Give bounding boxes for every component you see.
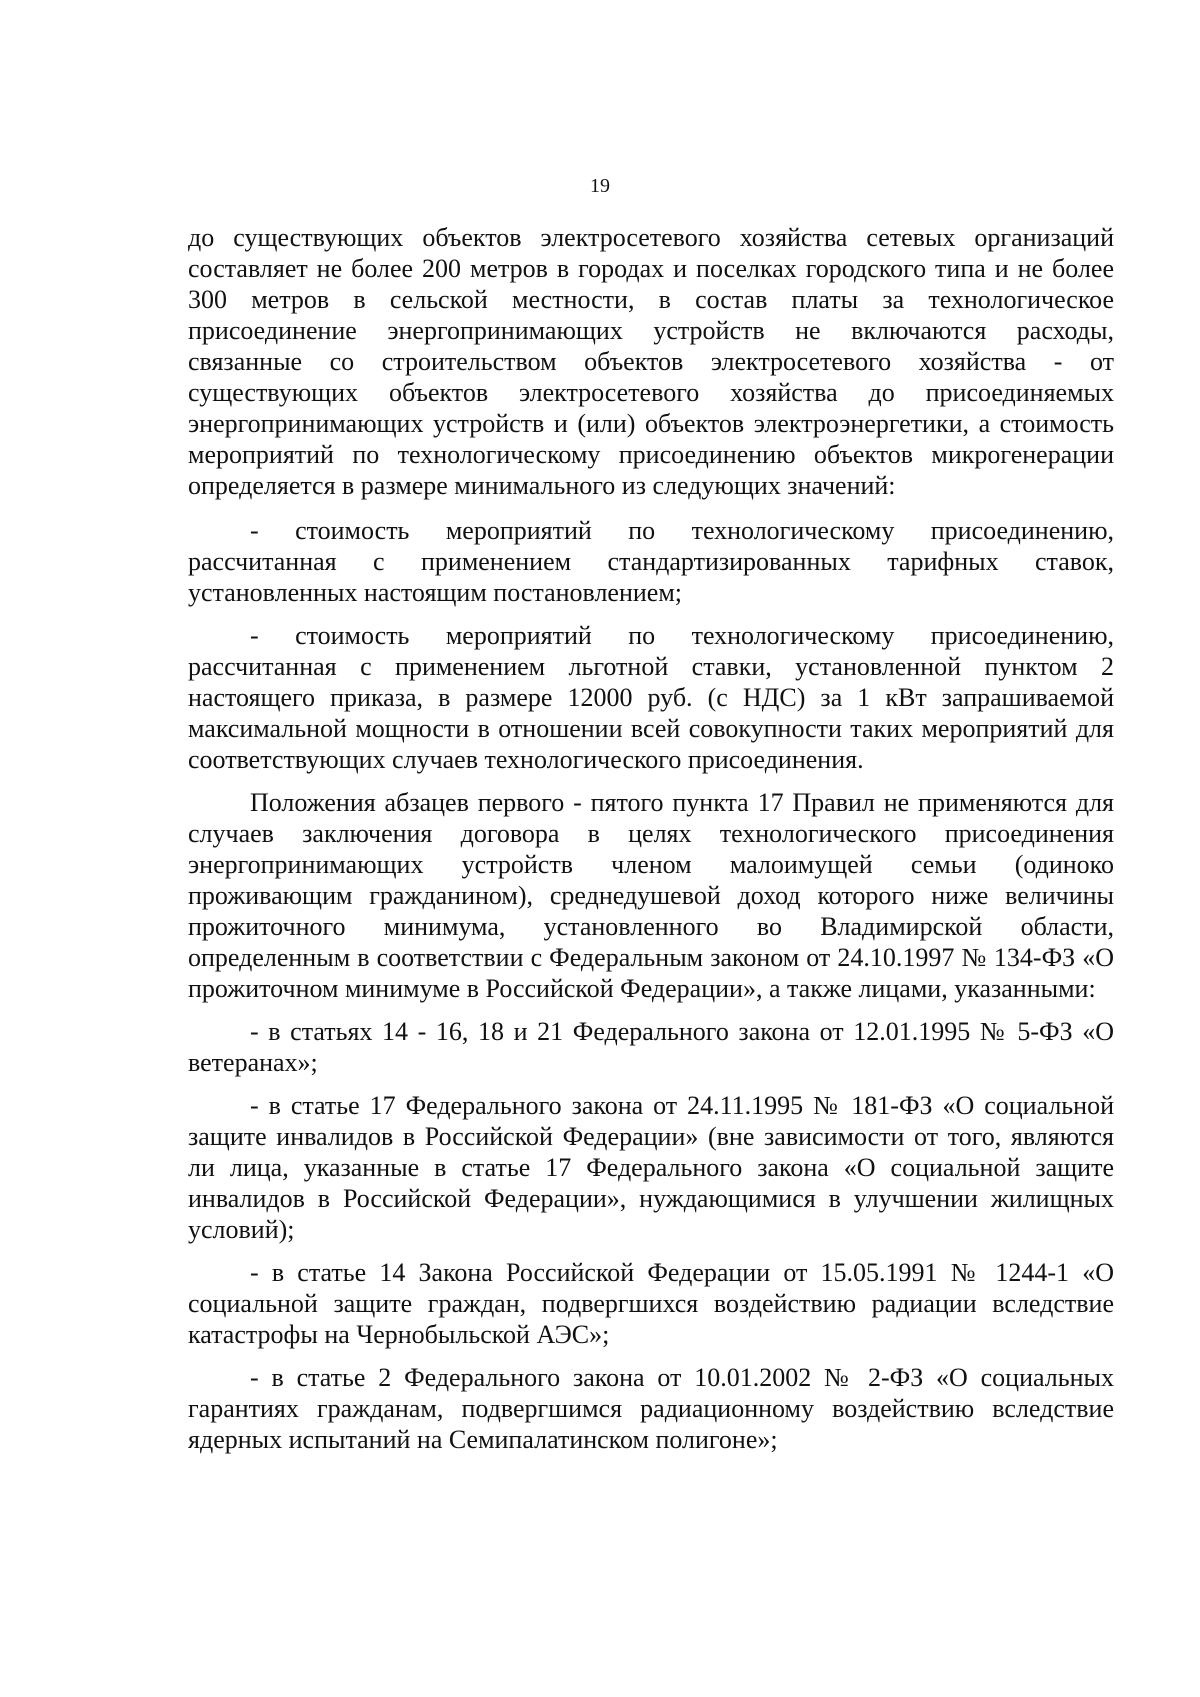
page-number: 19 — [590, 175, 610, 197]
paragraph-continuation: до существующих объектов электросетевого хозяйства сетевых организаций составляет не более 200 метров в городах и поселках городского типа и не более 300 метров в сельской местности, в состав платы за технологическое присоединение энергопринимающих устройств не включаются расходы, связанные со строительством объектов электросетевого хозяйства - от существующих объектов электросетевого хозяйства до присоединяемых энергопринимающих устройств и (или) объектов электроэнергетики, а стоимость мероприятий по технологическому присоединению объектов микрогенерации определяется в размере минимального из следующих значений: — [188, 223, 1114, 500]
document-body — [188, 222, 1114, 1467]
list-item-semipalatinsk-law: - в статье 2 Федерального закона от 10.01.2002 № 2-ФЗ «О социальных гарантиях гражданам, подвергшимся радиационному воздействию вследствие ядерных испытаний на Семипалатинском полигоне»; — [188, 1363, 1114, 1454]
list-item-standard-rates: - стоимость мероприятий по технологическому присоединению, рассчитанная с применением стандартизированных тарифных ставок, установленных настоящим постановлением; — [188, 516, 1114, 607]
list-item-chernobyl-law: - в статье 14 Закона Российской Федерации от 15.05.1991 № 1244-1 «О социальной защите граждан, подвергшихся воздействию радиации вследствие катастрофы на Чернобыльской АЭС»; — [188, 1258, 1114, 1349]
list-item-preferential-rate: - стоимость мероприятий по технологическому присоединению, рассчитанная с применением льготной ставки, установленной пунктом 2 настоящего приказа, в размере 12000 руб. (с НДС) за 1 кВт запрашиваемой максимальной мощности в отношении всей совокупности таких мероприятий для соответствующих случаев технологического присоединения. — [188, 621, 1114, 774]
list-item-disabled-law: - в статье 17 Федерального закона от 24.11.1995 № 181-ФЗ «О социальной защите инвалидов в Российской Федерации» (вне зависимости от того, являются ли лица, указанные в статье 17 Федерального закона «О социальной защите инвалидов в Российской Федерации», нуждающимися в улучшении жилищных условий); — [188, 1091, 1114, 1244]
list-item-veterans-law: - в статьях 14 - 16, 18 и 21 Федерального закона от 12.01.1995 № 5-ФЗ «О ветеранах»; — [188, 1017, 1114, 1077]
paragraph-exceptions: Положения абзацев первого - пятого пункта 17 Правил не применяются для случаев заключения договора в целях технологического присоединения энергопринимающих устройств членом малоимущей семьи (одиноко проживающим гражданином), среднедушевой доход которого ниже величины прожиточного минимума, установленного во Владимирской области, определенным в соответствии с Федеральным законом от 24.10.1997 № 134-ФЗ «О прожиточном минимуме в Российской Федерации», а также лицами, указанными: — [188, 788, 1114, 1003]
